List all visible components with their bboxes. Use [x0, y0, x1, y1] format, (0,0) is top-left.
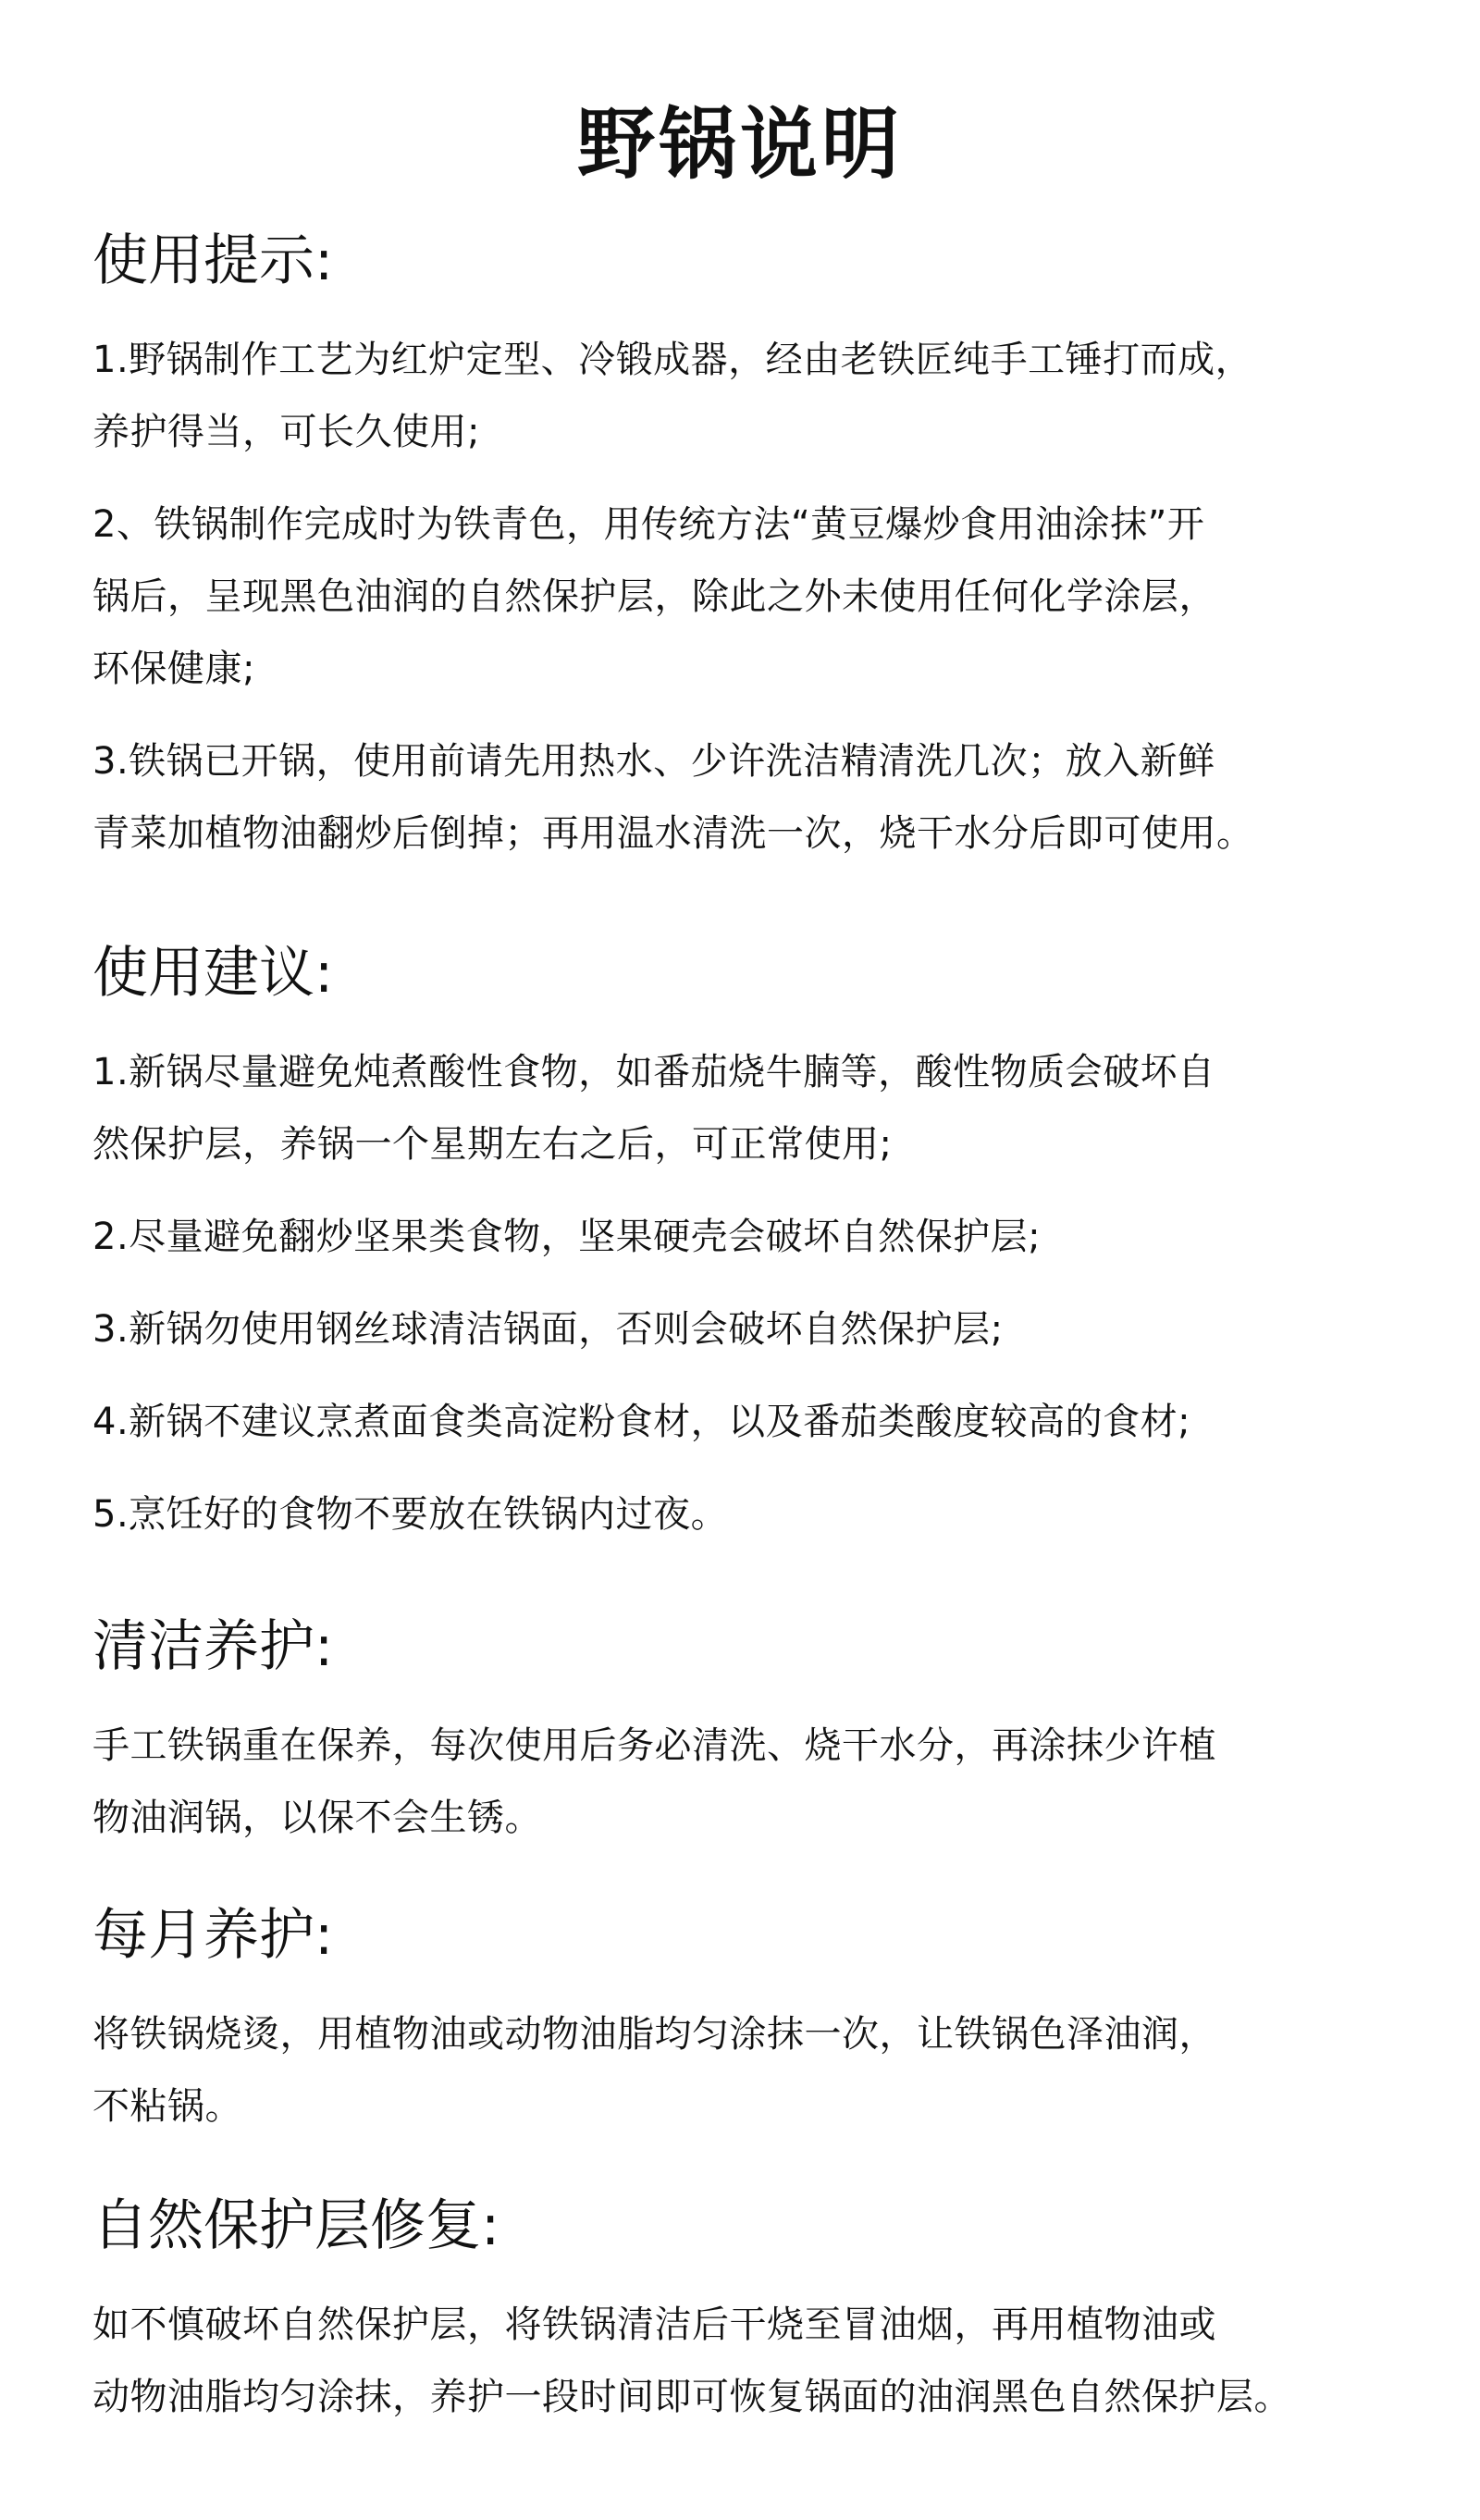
text-line: 然保护层，养锅一个星期左右之后，可正常使用; — [92, 1123, 893, 1166]
text-line: 环保健康; — [92, 648, 255, 690]
text-line: 不粘锅。 — [92, 2085, 242, 2128]
text-line: 1.新锅尽量避免炖煮酸性食物，如番茄烧牛腩等，酸性物质会破坏自 — [92, 1051, 1215, 1093]
paragraph — [92, 1998, 1388, 2143]
text-line: 4.新锅不建议烹煮面食类高淀粉食材，以及番茄类酸度较高的食材; — [92, 1401, 1191, 1443]
paragraph — [92, 725, 1388, 870]
text-line: 手工铁锅重在保养，每次使用后务必清洗、烧干水分，再涂抹少许植 — [92, 1724, 1216, 1767]
paragraph — [92, 1201, 1388, 1273]
section-usage-advice — [92, 934, 1388, 1550]
paragraph — [92, 488, 1388, 705]
section-usage-tips — [92, 222, 1388, 870]
text-line: 将铁锅烧烫，用植物油或动物油脂均匀涂抹一次，让铁锅色泽油润， — [92, 2013, 1216, 2056]
paragraph — [92, 324, 1388, 468]
paragraph — [92, 1710, 1388, 1854]
section-heading: 使用建议: — [92, 941, 334, 1006]
section-cleaning-care — [92, 1608, 1388, 1854]
paragraph — [92, 2289, 1388, 2433]
text-line: 如不慎破坏自然保护层，将铁锅清洁后干烧至冒油烟，再用植物油或 — [92, 2304, 1216, 2346]
page-title: 野锅说明 — [576, 99, 903, 190]
text-line: 青菜加植物油翻炒后倒掉；再用温水清洗一次，烧干水分后即可使用。 — [92, 812, 1254, 855]
text-line: 锅后，呈现黑色油润的自然保护层，除此之外未使用任何化学涂层， — [92, 575, 1216, 618]
text-line: 1.野锅制作工艺为红炉定型、冷锻成器，经由老铁匠纯手工锤打而成， — [92, 339, 1253, 381]
paragraph — [92, 1478, 1388, 1550]
section-heading: 清洁养护: — [92, 1614, 334, 1679]
text-line: 3.铁锅已开锅，使用前请先用热水、少许洗洁精清洗几次；放入新鲜 — [92, 740, 1215, 783]
paragraph — [92, 1036, 1388, 1180]
section-heading: 使用提示: — [92, 229, 334, 293]
paragraph — [92, 1386, 1388, 1458]
section-protective-layer-repair — [92, 2187, 1388, 2433]
paragraph — [92, 1293, 1388, 1365]
text-line: 动物油脂均匀涂抹，养护一段时间即可恢复锅面的油润黑色自然保护层。 — [92, 2376, 1291, 2418]
section-monthly-care — [92, 1896, 1388, 2143]
text-line: 物油润锅，以保不会生锈。 — [92, 1797, 542, 1839]
section-heading: 每月养护: — [92, 1903, 334, 1968]
text-line: 2.尽量避免翻炒坚果类食物，坚果硬壳会破坏自然保护层; — [92, 1216, 1042, 1258]
text-line: 2、铁锅制作完成时为铁青色，用传统方法“黄豆爆炒食用油涂抹”开 — [92, 503, 1205, 546]
section-heading: 自然保护层修复: — [92, 2193, 500, 2258]
text-line: 5.烹饪好的食物不要放在铁锅内过夜。 — [92, 1493, 729, 1536]
text-line: 养护得当，可长久使用; — [92, 411, 480, 453]
text-line: 3.新锅勿使用钢丝球清洁锅面，否则会破坏自然保护层; — [92, 1308, 1004, 1351]
